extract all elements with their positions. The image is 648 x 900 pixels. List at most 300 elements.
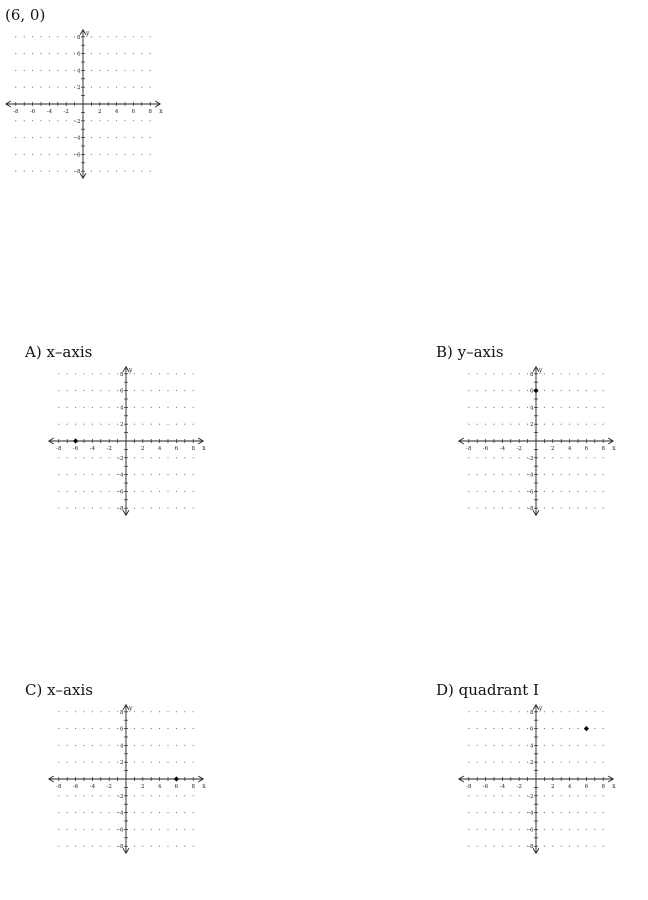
grid-dot [493, 762, 494, 763]
grid-dot [468, 474, 469, 475]
grid-dot [586, 373, 587, 374]
grid-dot [577, 457, 578, 458]
grid-dot [141, 171, 142, 172]
x-tick-label: -2 [516, 446, 522, 452]
x-tick-label: -4 [89, 446, 96, 452]
grid-dot [552, 424, 553, 425]
grid-dot [100, 728, 101, 729]
grid-dot [594, 829, 595, 830]
grid-dot [502, 457, 503, 458]
grid-dot [510, 508, 511, 509]
option-c-graph[interactable] [48, 703, 208, 858]
grid-dot [142, 457, 143, 458]
grid-dot [594, 457, 595, 458]
grid-dot [67, 812, 68, 813]
grid-dot [100, 424, 101, 425]
grid-dot [510, 457, 511, 458]
option-a-label[interactable]: A) x–axis [25, 343, 93, 361]
grid-dot [134, 373, 135, 374]
x-axis-label: x [202, 783, 206, 790]
x-tick-label: 8 [191, 446, 195, 452]
grid-dot [141, 70, 142, 71]
grid-dot [109, 762, 110, 763]
grid-dot [49, 171, 50, 172]
grid-dot [577, 728, 578, 729]
grid-dot [116, 137, 117, 138]
grid-dot [193, 491, 194, 492]
grid-dot [142, 812, 143, 813]
grid-dot [176, 491, 177, 492]
x-tick-label: -2 [516, 784, 522, 790]
grid-dot [477, 407, 478, 408]
grid-dot [603, 745, 604, 746]
grid-dot [92, 373, 93, 374]
grid-dot [603, 728, 604, 729]
grid-dot [100, 491, 101, 492]
grid-dot [67, 728, 68, 729]
grid-dot [586, 390, 587, 391]
grid-dot [167, 373, 168, 374]
y-tick-label: 2 [530, 422, 534, 429]
grid-dot [99, 36, 100, 37]
x-tick-label: -6 [72, 446, 79, 452]
grid-dot [569, 846, 570, 847]
grid-dot [477, 728, 478, 729]
grid-dot [83, 457, 84, 458]
grid-dot [527, 762, 528, 763]
grid-dot [142, 762, 143, 763]
x-tick-label: 8 [191, 784, 195, 790]
grid-dot [485, 508, 486, 509]
grid-dot [485, 846, 486, 847]
grid-dot [167, 390, 168, 391]
x-tick-label: -8 [56, 446, 62, 452]
grid-dot [603, 373, 604, 374]
grid-dot [91, 53, 92, 54]
grid-dot [527, 373, 528, 374]
grid-dot [58, 491, 59, 492]
grid-dot [577, 795, 578, 796]
grid-dot [133, 53, 134, 54]
y-axis-label: y [539, 704, 543, 712]
grid-dot [477, 829, 478, 830]
grid-dot [603, 457, 604, 458]
grid-dot [150, 70, 151, 71]
grid-dot [544, 745, 545, 746]
grid-dot [92, 508, 93, 509]
grid-dot [493, 745, 494, 746]
grid-dot [544, 373, 545, 374]
grid-dot [91, 87, 92, 88]
grid-dot [493, 812, 494, 813]
grid-dot [569, 812, 570, 813]
grid-dot [151, 508, 152, 509]
grid-dot [586, 812, 587, 813]
grid-dot [134, 829, 135, 830]
grid-dot [109, 474, 110, 475]
grid-dot [142, 745, 143, 746]
grid-dot [109, 728, 110, 729]
grid-dot [577, 745, 578, 746]
grid-dot [544, 407, 545, 408]
grid-dot [468, 457, 469, 458]
grid-dot [519, 812, 520, 813]
grid-dot [116, 53, 117, 54]
grid-dot [468, 745, 469, 746]
grid-dot [569, 457, 570, 458]
grid-dot [176, 728, 177, 729]
grid-dot [75, 762, 76, 763]
grid-dot [75, 390, 76, 391]
grid-dot [83, 474, 84, 475]
grid-dot [477, 424, 478, 425]
y-tick-label: -2 [118, 455, 124, 462]
grid-dot [561, 846, 562, 847]
option-a-graph[interactable] [48, 365, 208, 520]
grid-dot [134, 728, 135, 729]
y-tick-label: -2 [528, 793, 534, 800]
option-d-label[interactable]: D) quadrant I [436, 681, 539, 699]
grid-dot [603, 762, 604, 763]
grid-dot [109, 390, 110, 391]
grid-dot [100, 390, 101, 391]
grid-dot [100, 745, 101, 746]
grid-dot [577, 373, 578, 374]
grid-dot [167, 474, 168, 475]
grid-dot [142, 728, 143, 729]
y-tick-label: -8 [118, 844, 124, 851]
grid-dot [193, 424, 194, 425]
y-tick-label: -6 [75, 152, 81, 159]
grid-dot [100, 762, 101, 763]
grid-dot [561, 491, 562, 492]
grid-dot [510, 728, 511, 729]
grid-dot [75, 491, 76, 492]
grid-dot [485, 795, 486, 796]
grid-dot [66, 70, 67, 71]
grid-dot [493, 508, 494, 509]
option-b-graph[interactable] [458, 365, 618, 520]
grid-dot [502, 745, 503, 746]
grid-dot [167, 457, 168, 458]
grid-dot [468, 829, 469, 830]
grid-dot [32, 120, 33, 121]
grid-dot [586, 795, 587, 796]
grid-dot [92, 711, 93, 712]
y-tick-label: 4 [120, 743, 124, 750]
y-tick-label: 6 [530, 388, 534, 395]
grid-dot [83, 728, 84, 729]
grid-dot [24, 137, 25, 138]
grid-dot [134, 711, 135, 712]
grid-dot [167, 795, 168, 796]
grid-dot [510, 424, 511, 425]
grid-dot [485, 711, 486, 712]
grid-dot [142, 390, 143, 391]
x-tick-label: -8 [466, 446, 472, 452]
grid-dot [594, 795, 595, 796]
grid-dot [468, 846, 469, 847]
grid-dot [49, 70, 50, 71]
grid-dot [603, 795, 604, 796]
grid-dot [477, 745, 478, 746]
grid-dot [32, 87, 33, 88]
grid-dot [493, 711, 494, 712]
grid-dot [142, 373, 143, 374]
grid-dot [159, 474, 160, 475]
grid-dot [603, 711, 604, 712]
grid-dot [544, 474, 545, 475]
grid-dot [124, 154, 125, 155]
grid-dot [586, 762, 587, 763]
grid-dot [159, 745, 160, 746]
grid-dot [134, 795, 135, 796]
grid-dot [151, 407, 152, 408]
grid-dot [133, 70, 134, 71]
x-tick-label: 8 [601, 784, 605, 790]
grid-dot [100, 407, 101, 408]
grid-dot [577, 390, 578, 391]
grid-dot [57, 171, 58, 172]
grid-dot [74, 53, 75, 54]
grid-dot [57, 120, 58, 121]
x-tick-label: 6 [584, 784, 589, 790]
grid-dot [569, 474, 570, 475]
option-d-graph[interactable] [458, 703, 618, 858]
x-tick-label: -4 [46, 109, 53, 115]
grid-dot [151, 812, 152, 813]
grid-dot [485, 457, 486, 458]
grid-dot [133, 137, 134, 138]
x-tick-label: 2 [141, 784, 145, 790]
plotted-point [584, 726, 589, 731]
grid-dot [485, 745, 486, 746]
grid-dot [577, 812, 578, 813]
grid-dot [75, 474, 76, 475]
grid-dot [83, 745, 84, 746]
x-tick-label: -2 [106, 784, 112, 790]
grid-dot [66, 137, 67, 138]
grid-dot [519, 491, 520, 492]
grid-dot [510, 745, 511, 746]
axes [6, 30, 160, 178]
x-axis-label: x [202, 445, 206, 452]
grid-dot [594, 474, 595, 475]
grid-dot [83, 373, 84, 374]
grid-dot [167, 829, 168, 830]
grid-dot [502, 812, 503, 813]
grid-dot [493, 390, 494, 391]
grid-dot [58, 390, 59, 391]
grid-dot [176, 795, 177, 796]
grid-dot [552, 795, 553, 796]
grid-dot [57, 137, 58, 138]
x-tick-label: 4 [567, 446, 572, 452]
grid-dot [569, 424, 570, 425]
grid-dot [603, 474, 604, 475]
grid-dot [58, 829, 59, 830]
grid-dot [603, 407, 604, 408]
option-b-label[interactable]: B) y–axis [436, 343, 504, 361]
grid-dot [577, 711, 578, 712]
grid-dot [116, 70, 117, 71]
grid-dot [519, 373, 520, 374]
grid-dot [142, 474, 143, 475]
grid-dot [485, 728, 486, 729]
x-tick-label: -2 [106, 446, 112, 452]
grid-dot [58, 407, 59, 408]
grid-dot [92, 474, 93, 475]
grid-dot [510, 407, 511, 408]
grid-dot [117, 424, 118, 425]
grid-dot [24, 36, 25, 37]
grid-dot [552, 474, 553, 475]
grid-dot [75, 745, 76, 746]
grid-dot [493, 474, 494, 475]
grid-dot [184, 474, 185, 475]
x-tick-label: 2 [551, 784, 555, 790]
grid-dot [92, 491, 93, 492]
grid-dot [176, 390, 177, 391]
grid-dot [493, 424, 494, 425]
grid-dot [569, 407, 570, 408]
y-tick-label: 8 [530, 371, 534, 378]
y-tick-label: -8 [75, 169, 81, 176]
grid-dot [150, 87, 151, 88]
grid-dot [83, 407, 84, 408]
grid-dot [134, 846, 135, 847]
y-axis-label: y [129, 366, 133, 374]
grid-dot [67, 407, 68, 408]
grid-dot [176, 373, 177, 374]
grid-dot [83, 491, 84, 492]
grid-dot [109, 711, 110, 712]
x-tick-label: -2 [63, 109, 69, 115]
grid-dot [193, 508, 194, 509]
plotted-point [174, 776, 179, 781]
grid-dot [83, 508, 84, 509]
grid-dot [569, 762, 570, 763]
grid-dot [83, 424, 84, 425]
grid-dot [116, 171, 117, 172]
y-tick-label: 6 [530, 726, 534, 733]
grid-dot [544, 846, 545, 847]
grid-dot [561, 728, 562, 729]
grid-dot [561, 457, 562, 458]
grid-dot [75, 846, 76, 847]
grid-dot [57, 154, 58, 155]
grid-dot [552, 491, 553, 492]
grid-dot [594, 762, 595, 763]
grid-dot [485, 373, 486, 374]
grid-dot [24, 53, 25, 54]
x-tick-label: -8 [56, 784, 62, 790]
x-tick-label: 8 [148, 109, 152, 115]
grid-dot [544, 812, 545, 813]
grid-dot [75, 795, 76, 796]
grid-dot [586, 491, 587, 492]
grid-dot [519, 390, 520, 391]
grid-dot [468, 711, 469, 712]
grid-dot [586, 474, 587, 475]
grid-dot [502, 373, 503, 374]
grid-dot [603, 491, 604, 492]
grid-dot [544, 795, 545, 796]
grid-dot [527, 711, 528, 712]
grid-dot [577, 508, 578, 509]
grid-dot [159, 728, 160, 729]
grid-dot [116, 36, 117, 37]
y-tick-label: -8 [118, 506, 124, 513]
grid-dot [477, 846, 478, 847]
grid-dot [117, 390, 118, 391]
grid-dot [109, 745, 110, 746]
grid-dot [167, 846, 168, 847]
grid-dot [561, 424, 562, 425]
grid-dot [83, 795, 84, 796]
grid-dot [519, 728, 520, 729]
grid-dot [134, 474, 135, 475]
grid-dot [57, 70, 58, 71]
grid-dot [477, 711, 478, 712]
grid-dot [184, 795, 185, 796]
grid-dot [594, 728, 595, 729]
grid-dot [586, 829, 587, 830]
grid-dot [193, 474, 194, 475]
grid-dot [24, 154, 25, 155]
grid-dot [485, 829, 486, 830]
grid-dot [586, 745, 587, 746]
grid-dot [83, 762, 84, 763]
grid-dot [527, 407, 528, 408]
grid-dot [150, 154, 151, 155]
grid-dot [510, 390, 511, 391]
grid-dot [577, 474, 578, 475]
grid-dot [159, 711, 160, 712]
grid-dot [151, 846, 152, 847]
grid-dot [67, 424, 68, 425]
grid-dot [552, 728, 553, 729]
grid-dot [477, 474, 478, 475]
grid-dot [151, 457, 152, 458]
grid-dot [193, 846, 194, 847]
grid-dot [142, 846, 143, 847]
grid-dot [502, 508, 503, 509]
y-tick-label: -4 [528, 472, 534, 479]
grid-dot [176, 457, 177, 458]
grid-dot [561, 711, 562, 712]
grid-dot [49, 53, 50, 54]
grid-dot [594, 508, 595, 509]
grid-dot [58, 846, 59, 847]
grid-dot [159, 829, 160, 830]
grid-dot [67, 474, 68, 475]
y-tick-label: 2 [77, 85, 81, 92]
grid-dot [493, 407, 494, 408]
grid-dot [493, 457, 494, 458]
grid-dot [485, 762, 486, 763]
grid-dot [569, 795, 570, 796]
grid-dot [134, 407, 135, 408]
grid-dot [92, 829, 93, 830]
x-tick-label: 6 [174, 784, 179, 790]
grid-dot [74, 87, 75, 88]
grid-dot [502, 491, 503, 492]
option-c-label[interactable]: C) x–axis [25, 681, 93, 699]
y-tick-label: 4 [530, 743, 534, 750]
y-tick-label: -4 [75, 135, 81, 142]
grid-dot [468, 795, 469, 796]
